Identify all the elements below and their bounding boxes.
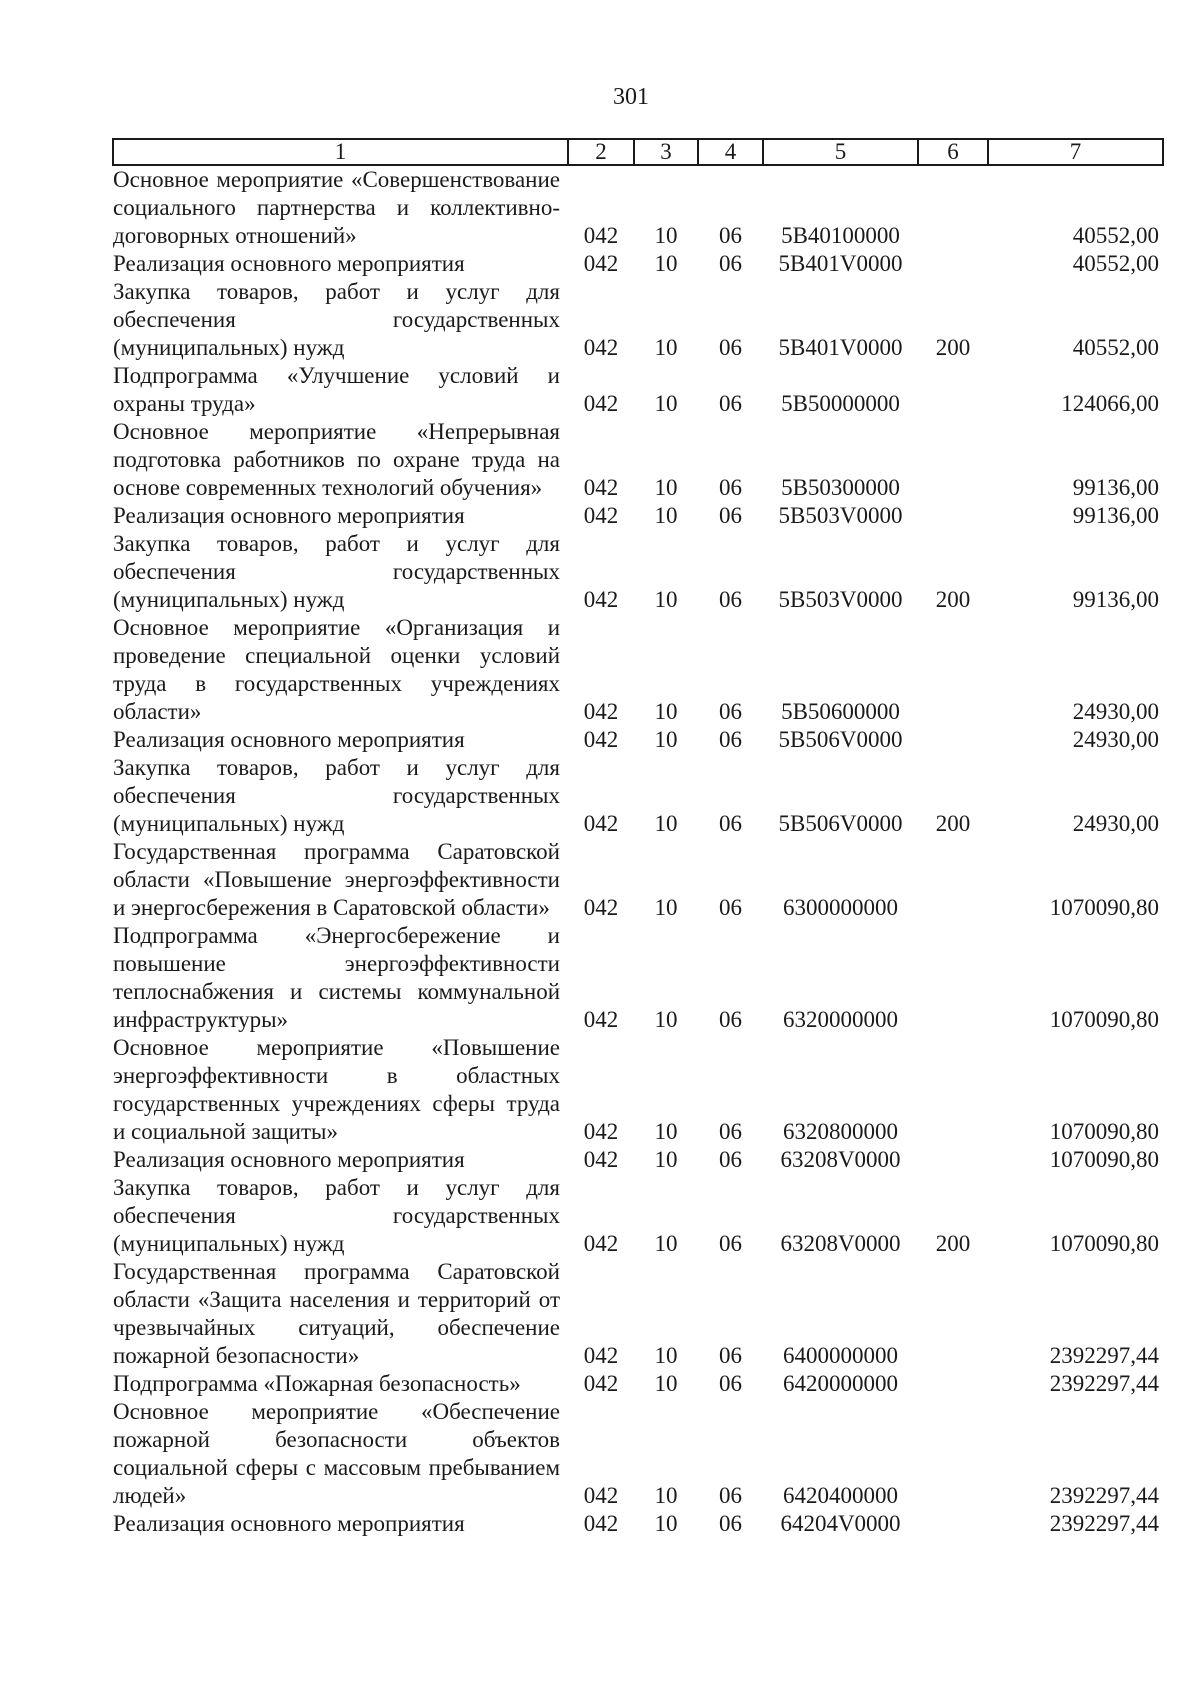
row-code-ministry-cell: 042 xyxy=(583,1483,619,1508)
row-code-section-cell: 10 xyxy=(654,895,678,920)
table-row xyxy=(113,278,1163,362)
row-code-subsection-cell: 06 xyxy=(719,895,742,920)
row-name-cell: Реализация основного мероприятия xyxy=(113,251,465,276)
row-code-section-cell: 10 xyxy=(654,251,678,276)
row-code-ministry-cell: 042 xyxy=(583,1007,619,1032)
table-row xyxy=(113,1398,1163,1510)
row-code-target-cell: 5B40100000 xyxy=(781,223,900,248)
page-number: 301 xyxy=(613,84,649,110)
row-code-expense-type-cell: 200 xyxy=(935,587,971,612)
row-code-section-cell: 10 xyxy=(654,391,678,416)
row-code-target-cell: 5B50000000 xyxy=(781,391,900,416)
row-code-subsection-cell: 06 xyxy=(719,727,742,752)
table-row xyxy=(113,922,1163,1034)
table-row xyxy=(113,165,1163,250)
row-code-section-cell: 10 xyxy=(654,1511,678,1536)
table-row xyxy=(113,1510,1163,1538)
table-row xyxy=(113,418,1163,502)
budget-table xyxy=(112,138,1164,1538)
row-name-cell: Реализация основного мероприятия xyxy=(113,503,465,528)
row-code-subsection-cell: 06 xyxy=(719,251,742,276)
row-name-cell: Закупка товаров, работ и услуг для обеспечения государственных (муниципальных) нужд xyxy=(113,531,560,612)
row-amount-cell: 99136,00 xyxy=(1072,587,1159,612)
column-header-5: 5 xyxy=(763,139,918,165)
row-code-ministry-cell: 042 xyxy=(583,503,619,528)
row-code-ministry-cell: 042 xyxy=(583,699,619,724)
row-code-target-cell: 6320000000 xyxy=(783,1007,898,1032)
row-code-ministry-cell: 042 xyxy=(583,475,619,500)
column-header-1: 1 xyxy=(113,139,568,165)
row-amount-cell: 24930,00 xyxy=(1072,727,1159,752)
column-header-6: 6 xyxy=(918,139,988,165)
row-name-cell: Основное мероприятие «Совершенствование социального партнерства и коллективно-договорных отношений» xyxy=(113,167,560,248)
table-row xyxy=(113,1034,1163,1146)
row-code-ministry-cell: 042 xyxy=(583,727,619,752)
row-amount-cell: 124066,00 xyxy=(1061,391,1159,416)
row-name-cell: Основное мероприятие «Непрерывная подготовка работников по охране труда на основе современных технологий обучения» xyxy=(113,419,560,500)
row-code-section-cell: 10 xyxy=(654,475,678,500)
row-code-ministry-cell: 042 xyxy=(583,251,619,276)
row-code-expense-type-cell xyxy=(918,502,988,530)
table-row xyxy=(113,726,1163,754)
row-amount-cell: 1070090,80 xyxy=(1049,1231,1159,1256)
row-code-section-cell: 10 xyxy=(654,223,678,248)
row-code-section-cell: 10 xyxy=(654,699,678,724)
budget-table-container xyxy=(112,138,1162,1538)
row-code-subsection-cell: 06 xyxy=(719,1483,742,1508)
row-code-expense-type-cell xyxy=(918,362,988,418)
row-code-target-cell: 5B503V0000 xyxy=(778,587,903,612)
row-code-expense-type-cell xyxy=(918,1370,988,1398)
row-code-expense-type-cell xyxy=(918,1510,988,1538)
row-code-target-cell: 63208V0000 xyxy=(780,1231,901,1256)
row-code-ministry-cell: 042 xyxy=(583,1343,619,1368)
row-code-target-cell: 6420400000 xyxy=(783,1483,898,1508)
row-code-section-cell: 10 xyxy=(654,1483,678,1508)
row-code-expense-type-cell xyxy=(918,1034,988,1146)
row-code-section-cell: 10 xyxy=(654,1007,678,1032)
row-code-ministry-cell: 042 xyxy=(583,1231,619,1256)
row-code-target-cell: 6320800000 xyxy=(783,1119,898,1144)
table-row xyxy=(113,1370,1163,1398)
row-amount-cell: 24930,00 xyxy=(1072,699,1159,724)
row-code-ministry-cell: 042 xyxy=(583,1119,619,1144)
row-name-cell: Закупка товаров, работ и услуг для обеспечения государственных (муниципальных) нужд xyxy=(113,279,560,360)
row-code-subsection-cell: 06 xyxy=(719,1231,742,1256)
row-amount-cell: 24930,00 xyxy=(1072,811,1159,836)
row-amount-cell: 1070090,80 xyxy=(1049,895,1159,920)
row-name-cell: Реализация основного мероприятия xyxy=(113,727,465,752)
row-code-subsection-cell: 06 xyxy=(719,475,742,500)
table-row xyxy=(113,754,1163,838)
row-code-ministry-cell: 042 xyxy=(583,895,619,920)
row-name-cell: Закупка товаров, работ и услуг для обеспечения государственных (муниципальных) нужд xyxy=(113,755,560,836)
row-amount-cell: 99136,00 xyxy=(1072,503,1159,528)
row-code-expense-type-cell: 200 xyxy=(935,811,971,836)
row-amount-cell: 1070090,80 xyxy=(1049,1007,1159,1032)
row-code-target-cell: 5B506V0000 xyxy=(778,727,903,752)
row-name-cell: Подпрограмма «Пожарная безопасность» xyxy=(113,1371,521,1396)
row-amount-cell: 40552,00 xyxy=(1072,251,1159,276)
table-row xyxy=(113,838,1163,922)
row-amount-cell: 2392297,44 xyxy=(1049,1483,1159,1508)
row-code-expense-type-cell xyxy=(918,250,988,278)
row-code-section-cell: 10 xyxy=(654,1147,678,1172)
row-code-subsection-cell: 06 xyxy=(719,699,742,724)
row-name-cell: Основное мероприятие «Обеспечение пожарной безопасности объектов социальной сферы с массовым пребыванием людей» xyxy=(113,1399,560,1508)
row-code-section-cell: 10 xyxy=(654,811,678,836)
row-code-target-cell: 5B506V0000 xyxy=(778,811,903,836)
row-code-expense-type-cell: 200 xyxy=(935,1231,971,1256)
row-amount-cell: 99136,00 xyxy=(1072,475,1159,500)
row-code-section-cell: 10 xyxy=(654,1231,678,1256)
table-row xyxy=(113,530,1163,614)
row-code-subsection-cell: 06 xyxy=(719,1371,742,1396)
table-row xyxy=(113,1146,1163,1174)
row-amount-cell: 1070090,80 xyxy=(1049,1119,1159,1144)
row-name-cell: Подпрограмма «Энергосбережение и повышение энергоэффективности теплоснабжения и системы коммунальной инфраструктуры» xyxy=(113,923,560,1032)
table-body xyxy=(113,165,1163,1538)
row-code-subsection-cell: 06 xyxy=(719,223,742,248)
row-code-subsection-cell: 06 xyxy=(719,335,742,360)
row-amount-cell: 2392297,44 xyxy=(1049,1511,1159,1536)
row-code-subsection-cell: 06 xyxy=(719,1147,742,1172)
row-amount-cell: 2392297,44 xyxy=(1049,1343,1159,1368)
row-code-subsection-cell: 06 xyxy=(719,391,742,416)
row-code-target-cell: 6420000000 xyxy=(783,1371,898,1396)
row-code-section-cell: 10 xyxy=(654,1343,678,1368)
row-code-section-cell: 10 xyxy=(654,727,678,752)
table-row xyxy=(113,1174,1163,1258)
row-code-section-cell: 10 xyxy=(654,503,678,528)
row-name-cell: Основное мероприятие «Повышение энергоэффективности в областных государственных учреждениях сферы труда и социальной защиты» xyxy=(113,1035,560,1144)
column-header-2: 2 xyxy=(568,139,634,165)
row-code-expense-type-cell xyxy=(918,1146,988,1174)
row-amount-cell: 40552,00 xyxy=(1072,335,1159,360)
row-code-expense-type-cell xyxy=(918,614,988,726)
row-code-target-cell: 6400000000 xyxy=(783,1343,898,1368)
row-code-ministry-cell: 042 xyxy=(583,1371,619,1396)
row-code-subsection-cell: 06 xyxy=(719,587,742,612)
column-header-4: 4 xyxy=(698,139,763,165)
row-code-subsection-cell: 06 xyxy=(719,503,742,528)
row-name-cell: Государственная программа Саратовской области «Повышение энергоэффективности и энергосбережения в Саратовской области» xyxy=(113,839,560,920)
table-row xyxy=(113,362,1163,418)
row-name-cell: Реализация основного мероприятия xyxy=(113,1511,465,1536)
row-code-target-cell: 64204V0000 xyxy=(780,1511,901,1536)
row-code-target-cell: 5B503V0000 xyxy=(778,503,903,528)
table-row xyxy=(113,250,1163,278)
row-code-target-cell: 5B50300000 xyxy=(781,475,900,500)
row-name-cell: Подпрограмма «Улучшение условий и охраны труда» xyxy=(113,363,560,416)
row-code-subsection-cell: 06 xyxy=(719,1119,742,1144)
column-header-3: 3 xyxy=(634,139,698,165)
table-header-row xyxy=(113,139,1163,165)
table-row xyxy=(113,502,1163,530)
row-code-expense-type-cell: 200 xyxy=(935,335,971,360)
table-row xyxy=(113,1258,1163,1370)
table-row xyxy=(113,614,1163,726)
row-code-section-cell: 10 xyxy=(654,587,678,612)
row-code-section-cell: 10 xyxy=(654,1371,678,1396)
row-code-section-cell: 10 xyxy=(654,1119,678,1144)
row-code-subsection-cell: 06 xyxy=(719,1343,742,1368)
row-code-target-cell: 5B401V0000 xyxy=(778,251,903,276)
row-code-ministry-cell: 042 xyxy=(583,811,619,836)
row-code-expense-type-cell xyxy=(918,165,988,250)
row-code-ministry-cell: 042 xyxy=(583,223,619,248)
row-amount-cell: 40552,00 xyxy=(1072,223,1159,248)
row-code-ministry-cell: 042 xyxy=(583,587,619,612)
row-code-section-cell: 10 xyxy=(654,335,678,360)
row-code-target-cell: 5B50600000 xyxy=(781,699,900,724)
row-code-target-cell: 63208V0000 xyxy=(780,1147,901,1172)
row-name-cell: Основное мероприятие «Организация и проведение специальной оценки условий труда в государственных учреждениях области» xyxy=(113,615,560,724)
row-code-expense-type-cell xyxy=(918,922,988,1034)
row-amount-cell: 2392297,44 xyxy=(1049,1371,1159,1396)
row-code-expense-type-cell xyxy=(918,418,988,502)
row-name-cell: Государственная программа Саратовской области «Защита населения и территорий от чрезвычайных ситуаций, обеспечение пожарной безопасности» xyxy=(113,1259,560,1368)
row-code-expense-type-cell xyxy=(918,1258,988,1370)
row-code-subsection-cell: 06 xyxy=(719,1007,742,1032)
row-code-expense-type-cell xyxy=(918,838,988,922)
row-name-cell: Закупка товаров, работ и услуг для обеспечения государственных (муниципальных) нужд xyxy=(113,1175,560,1256)
row-code-subsection-cell: 06 xyxy=(719,811,742,836)
row-code-target-cell: 5B401V0000 xyxy=(778,335,903,360)
row-code-ministry-cell: 042 xyxy=(583,1511,619,1536)
row-code-ministry-cell: 042 xyxy=(583,1147,619,1172)
row-amount-cell: 1070090,80 xyxy=(1049,1147,1159,1172)
column-header-7: 7 xyxy=(988,139,1163,165)
row-code-subsection-cell: 06 xyxy=(719,1511,742,1536)
row-name-cell: Реализация основного мероприятия xyxy=(113,1147,465,1172)
row-code-expense-type-cell xyxy=(918,726,988,754)
row-code-expense-type-cell xyxy=(918,1398,988,1510)
row-code-ministry-cell: 042 xyxy=(583,335,619,360)
row-code-target-cell: 6300000000 xyxy=(783,895,898,920)
row-code-ministry-cell: 042 xyxy=(583,391,619,416)
